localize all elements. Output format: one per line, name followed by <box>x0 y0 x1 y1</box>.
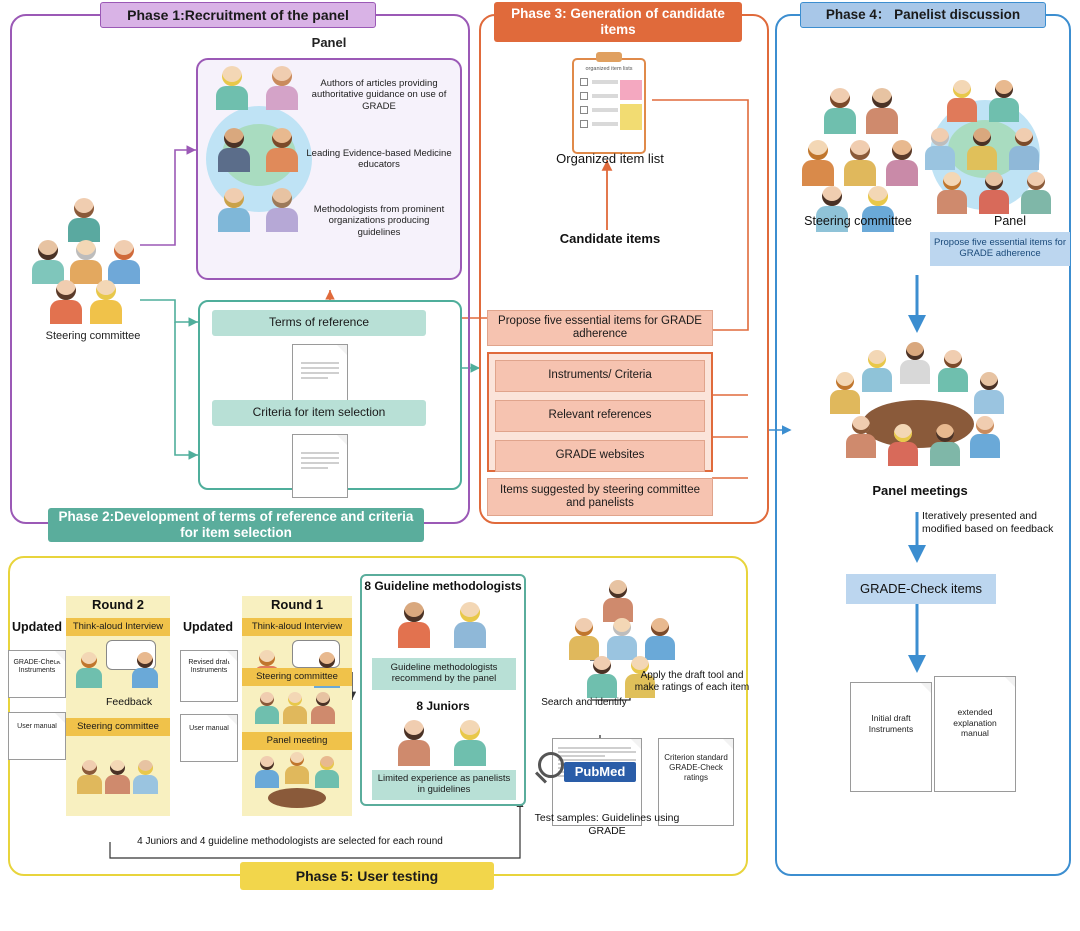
avatar <box>944 80 980 124</box>
avatar <box>262 128 302 174</box>
avatar <box>86 280 126 326</box>
phase2-title: Phase 2:Development of terms of reference and criteria for item selection <box>48 508 424 542</box>
phase3-title: Phase 3: Generation of candidate items <box>494 2 742 42</box>
panel-role-1: Authors of articles providing authoritative guidance on use of GRADE <box>311 78 447 112</box>
avatar <box>986 80 1022 124</box>
source-instruments-criteria: Instruments/ Criteria <box>495 360 705 392</box>
criterion-standard-label: Criterion standard GRADE-Check ratings <box>664 753 728 782</box>
avatar <box>450 720 490 768</box>
avatar <box>972 372 1006 414</box>
phase1-title: Phase 1:Recruitment of the panel <box>100 2 376 28</box>
round1-panel-meeting-box: Panel meeting <box>242 732 352 750</box>
round1-doc-manual <box>180 714 238 762</box>
magnifier-icon <box>538 752 564 778</box>
phase4-steering-committee-label: Steering committee <box>804 214 912 228</box>
panel-meetings-label: Panel meetings <box>872 483 968 498</box>
initial-draft-instruments-doc <box>850 682 932 792</box>
source-grade-websites: GRADE websites <box>495 440 705 472</box>
search-and-identify-label: Search and identify <box>541 697 627 708</box>
avatar <box>820 88 860 136</box>
source-propose-items: Propose five essential items for GRADE adherence <box>487 310 713 346</box>
avatar <box>584 656 620 700</box>
panel-role-2: Leading Evidence-based Medicine educators <box>306 148 452 171</box>
avatar <box>282 692 308 724</box>
avatar <box>130 652 160 688</box>
test-samples-label: Test samples: Guidelines using GRADE <box>534 812 680 837</box>
panel-title: Panel <box>311 35 347 50</box>
clipboard-row-line <box>592 80 618 84</box>
juniors-title: 8 Juniors <box>416 699 470 713</box>
avatar <box>964 128 1000 172</box>
avatar <box>104 760 132 794</box>
grade-check-items-box: GRADE-Check items <box>846 574 996 604</box>
phase4-title: Phase 4： Panelist discussion <box>800 2 1046 28</box>
criteria-for-item-selection-box: Criteria for item selection <box>212 400 426 426</box>
source-items-suggested: Items suggested by steering committee and panelists <box>487 478 713 516</box>
avatar <box>934 172 970 216</box>
avatar <box>1018 172 1054 216</box>
avatar <box>310 692 336 724</box>
round2-steering-committee-box: Steering committee <box>66 718 170 736</box>
phase5-footer-note: 4 Juniors and 4 guideline methodologists are selected for each round <box>137 836 443 847</box>
methodologists-title: 8 Guideline methodologists <box>364 579 522 593</box>
round1-doc1-label: Revised draft Instruments <box>188 659 230 675</box>
clipboard-header-text: organized item lists <box>585 66 633 72</box>
phase4-panel-label: Panel <box>994 214 1026 228</box>
juniors-note-box: Limited experience as panelists in guidelines <box>372 770 516 800</box>
steering-committee-label-phase1: Steering committee <box>45 330 141 342</box>
round1-title: Round 1 <box>271 597 323 612</box>
avatar <box>132 760 160 794</box>
clipboard-row <box>580 78 588 86</box>
avatar <box>968 416 1002 458</box>
avatar <box>214 188 254 234</box>
avatar <box>922 128 958 172</box>
avatar <box>74 652 104 688</box>
avatar <box>46 280 86 326</box>
round2-doc-instruments <box>8 650 66 698</box>
methodologists-note-box: Guideline methodologists recommend by the panel <box>372 658 516 690</box>
sticky-note-yellow <box>620 104 642 130</box>
avatar <box>314 756 340 788</box>
avatar <box>1006 128 1042 172</box>
clipboard-clip <box>596 52 622 62</box>
extended-manual-doc-label: extended explanation manual <box>953 707 997 739</box>
clipboard-row-line <box>592 122 618 126</box>
avatar <box>394 720 434 768</box>
avatar <box>76 760 104 794</box>
propose-five-items-box: Propose five essential items for GRADE adherence <box>930 232 1070 266</box>
clipboard-row <box>580 120 588 128</box>
pubmed-logo: PubMed <box>564 762 636 782</box>
avatar <box>828 372 862 414</box>
candidate-items-label: Candidate items <box>559 231 661 246</box>
avatar <box>928 424 962 466</box>
avatar <box>886 424 920 466</box>
avatar <box>936 350 970 392</box>
clipboard-row <box>580 106 588 114</box>
clipboard-row-line <box>592 108 618 112</box>
organized-item-list-label: Organized item list <box>556 151 664 166</box>
clipboard-row <box>580 92 588 100</box>
phase5-title: Phase 5: User testing <box>240 862 494 890</box>
round2-title: Round 2 <box>92 597 144 612</box>
avatar <box>212 66 252 112</box>
round1-updated-label: Updated <box>183 620 233 634</box>
avatar <box>394 602 434 650</box>
round1-doc-instruments <box>180 650 238 702</box>
avatar <box>64 198 104 244</box>
round1-meeting-table <box>268 788 326 808</box>
clipboard-row-line <box>592 94 618 98</box>
avatar <box>860 350 894 392</box>
avatar <box>262 66 302 112</box>
round1-doc2-label: User manual <box>189 725 229 732</box>
apply-draft-tool-label: Apply the draft tool and make ratings of each item <box>634 670 750 693</box>
avatar <box>254 692 280 724</box>
round2-doc2-label: User manual <box>17 723 57 730</box>
extended-explanation-manual-doc <box>934 676 1016 792</box>
panel-role-3: Methodologists from prominent organizations producing guidelines <box>313 204 445 238</box>
sticky-note-pink <box>620 80 642 100</box>
round2-doc-manual <box>8 712 66 760</box>
avatar <box>840 140 880 188</box>
terms-of-reference-doc <box>292 344 348 408</box>
avatar <box>254 756 280 788</box>
initial-draft-doc-label: Initial draft Instruments <box>868 713 914 734</box>
avatar <box>284 752 310 784</box>
avatar <box>898 342 932 384</box>
round1-method-box: Think-aloud Interview <box>242 618 352 636</box>
avatar <box>862 88 902 136</box>
round2-updated-label: Updated <box>12 620 62 634</box>
round1-steering-committee-box: Steering committee <box>242 668 352 686</box>
avatar <box>262 188 302 234</box>
criteria-doc <box>292 434 348 498</box>
round2-feedback-label: Feedback <box>106 696 153 708</box>
avatar <box>798 140 838 188</box>
avatar <box>214 128 254 174</box>
avatar <box>976 172 1012 216</box>
round2-doc1-label: GRADE-Check Instruments <box>13 659 61 675</box>
avatar <box>450 602 490 650</box>
iterative-feedback-note: Iteratively presented and modified based on feedback <box>922 510 1054 535</box>
source-relevant-references: Relevant references <box>495 400 705 432</box>
avatar <box>844 416 878 458</box>
round2-method-box: Think-aloud Interview <box>66 618 170 636</box>
terms-of-reference-box: Terms of reference <box>212 310 426 336</box>
avatar <box>882 140 922 188</box>
